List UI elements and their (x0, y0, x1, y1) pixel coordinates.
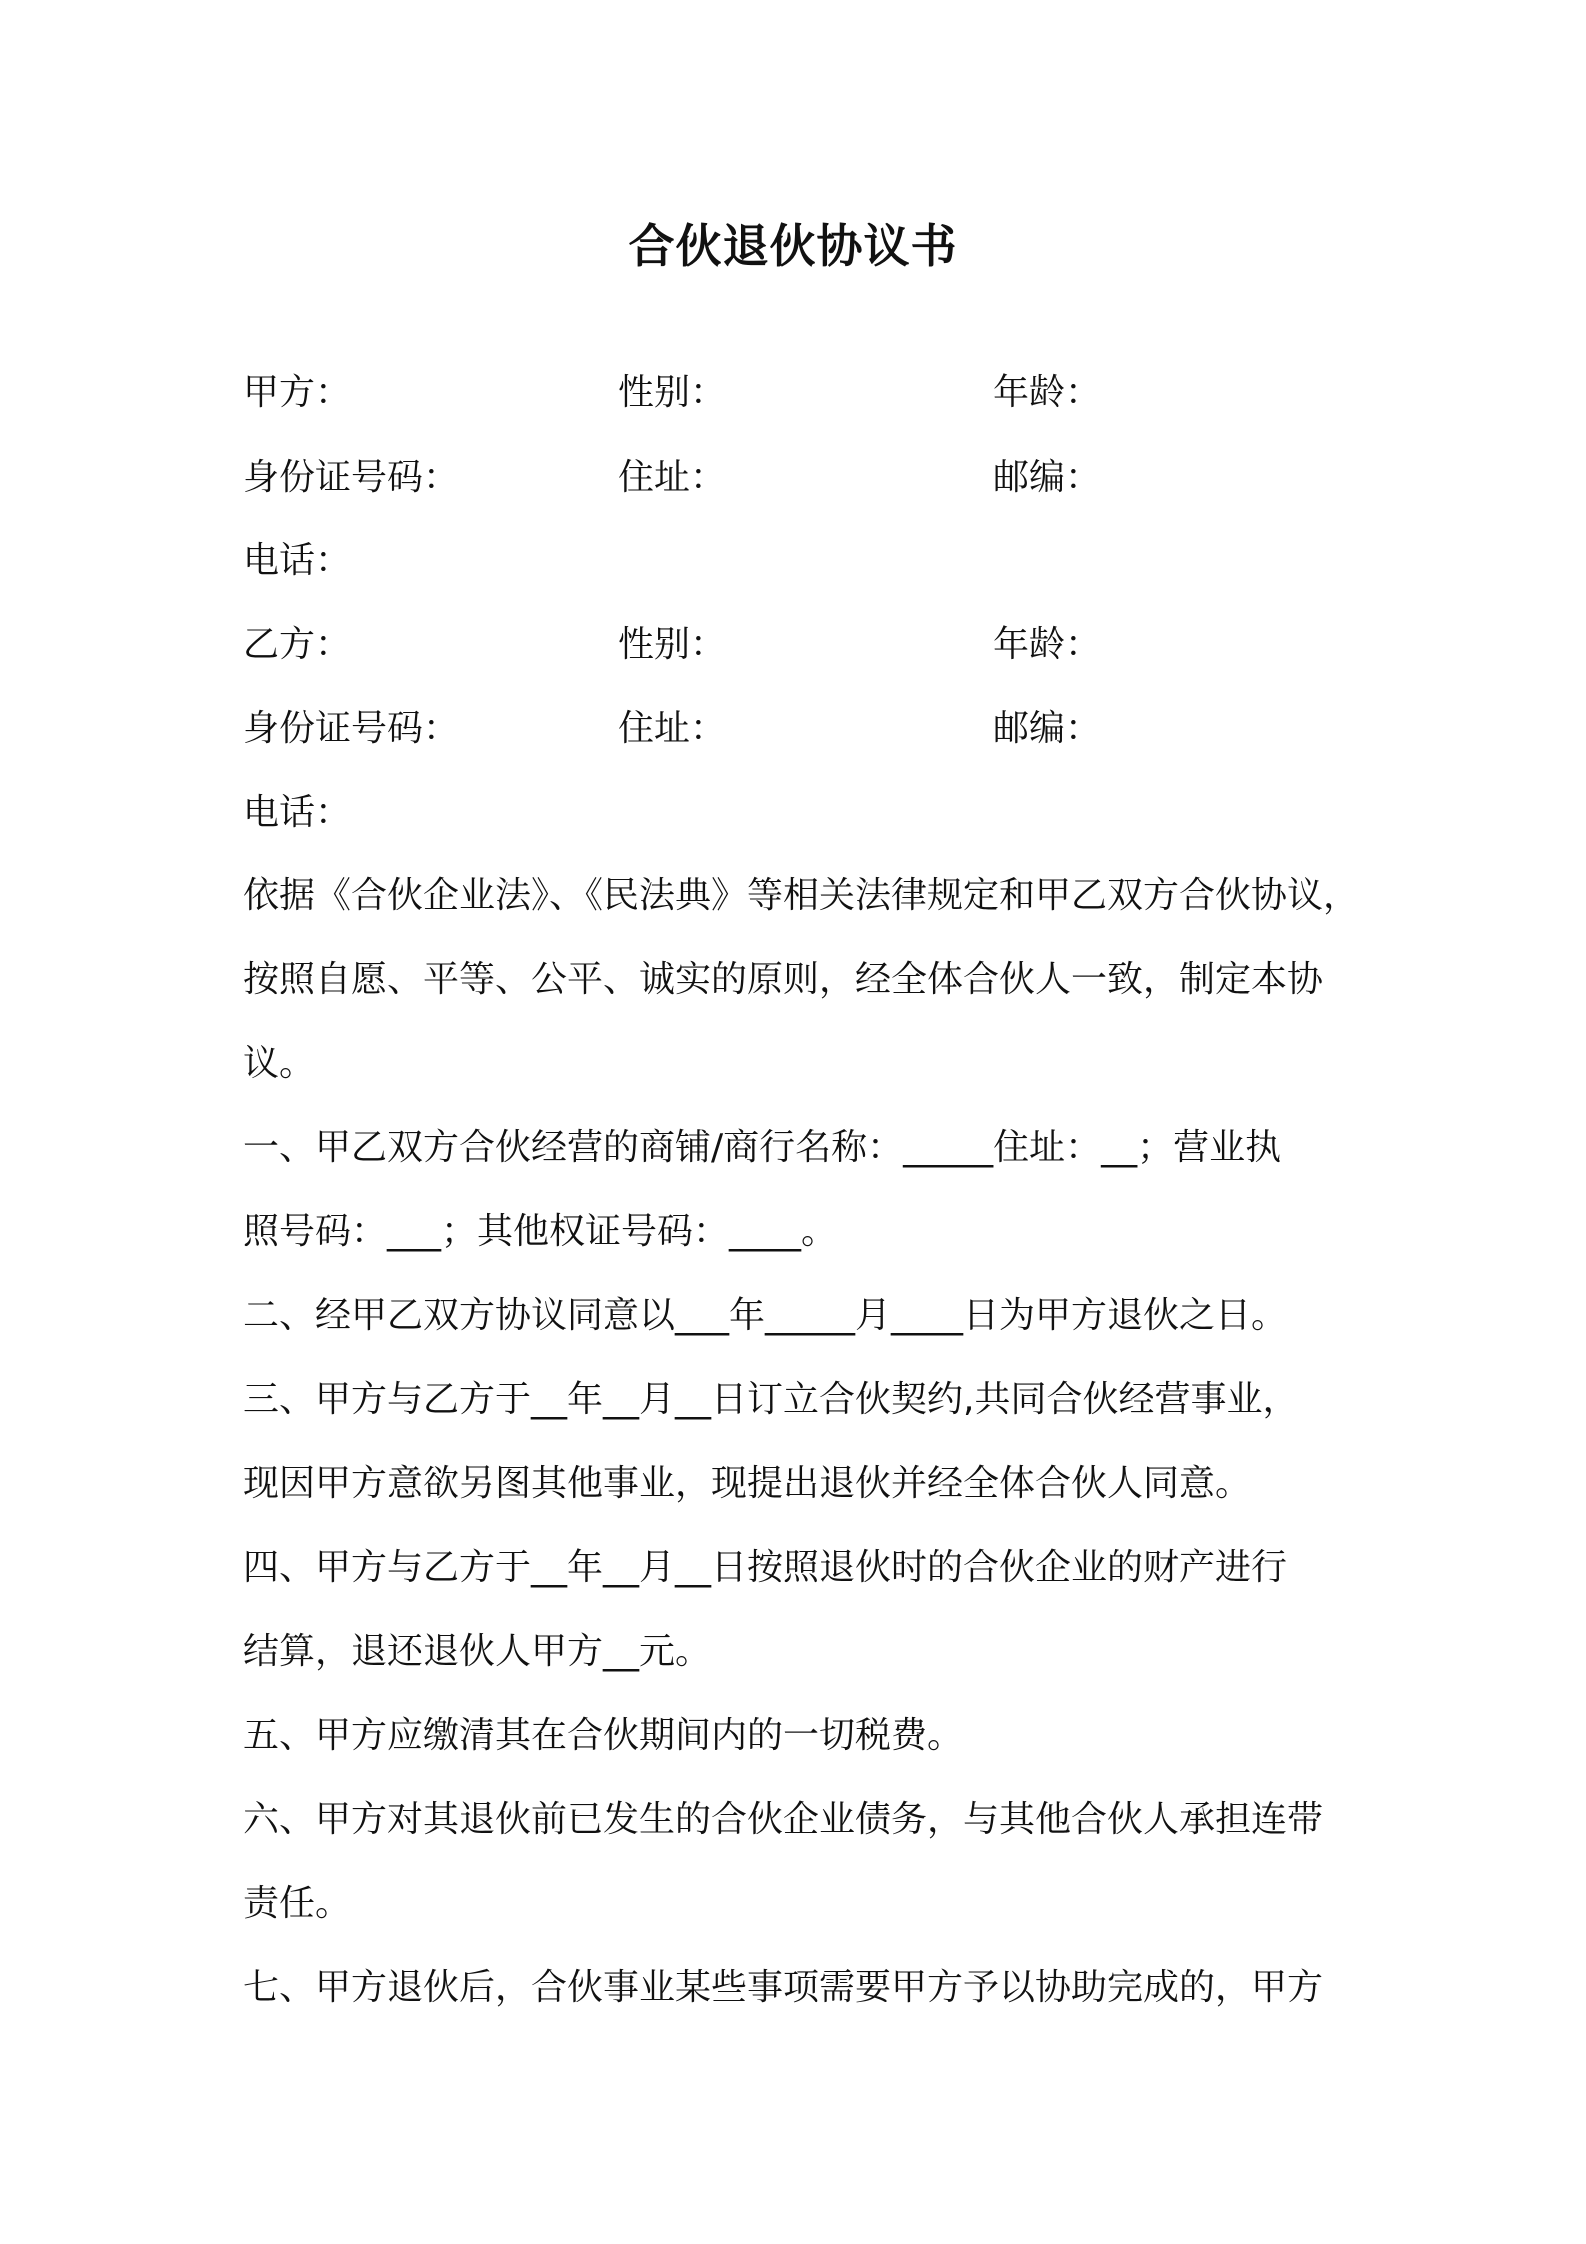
preamble-line: 议。 (243, 1043, 316, 1084)
party-a-id-label: 身份证号码： (243, 457, 460, 498)
preamble-line: 按照自愿、平等、公平、诚实的原则，经全体合伙人一致，制定本协 (243, 959, 1324, 1000)
clause-line: 一、甲乙双方合伙经营的商铺/商行名称：_____住址：__；营业执 (243, 1127, 1282, 1168)
clause-line: 结算，退还退伙人甲方__元。 (243, 1631, 712, 1672)
preamble-line: 依据《合伙企业法》、《民法典》等相关法律规定和甲乙双方合伙协议， (243, 875, 1360, 916)
party-a-age-label: 年龄： (993, 372, 1102, 413)
party-b-address-label: 住址： (618, 708, 727, 749)
party-a-postcode-label: 邮编： (993, 457, 1102, 498)
party-a-phone-label: 电话： (243, 540, 352, 581)
party-b-gender-label: 性别： (618, 624, 727, 665)
party-a-name-label: 甲方： (243, 372, 352, 413)
clause-line: 五、甲方应缴清其在合伙期间内的一切税费。 (243, 1715, 964, 1756)
party-a-address-label: 住址： (618, 457, 727, 498)
clause-line: 四、甲方与乙方于__年__月__日按照退伙时的合伙企业的财产进行 (243, 1547, 1288, 1588)
clause-line: 照号码：___；其他权证号码：____。 (243, 1211, 838, 1252)
party-b-id-label: 身份证号码： (243, 708, 460, 749)
clause-line: 二、经甲乙双方协议同意以___年_____月____日为甲方退伙之日。 (243, 1295, 1288, 1336)
party-a-gender-label: 性别： (618, 372, 727, 413)
clause-line: 现因甲方意欲另图其他事业，现提出退伙并经全体合伙人同意。 (243, 1463, 1252, 1504)
party-b-name-label: 乙方： (243, 624, 352, 665)
party-b-postcode-label: 邮编： (993, 708, 1102, 749)
document-title: 合伙退伙协议书 (628, 219, 958, 273)
party-b-age-label: 年龄： (993, 624, 1102, 665)
clause-line: 七、甲方退伙后，合伙事业某些事项需要甲方予以协助完成的，甲方 (243, 1967, 1324, 2008)
party-b-phone-label: 电话： (243, 792, 352, 833)
clause-line: 三、甲方与乙方于__年__月__日订立合伙契约,共同合伙经营事业， (243, 1379, 1299, 1420)
clause-line: 六、甲方对其退伙前已发生的合伙企业债务，与其他合伙人承担连带 (243, 1799, 1324, 1840)
clause-line: 责任。 (243, 1883, 352, 1924)
